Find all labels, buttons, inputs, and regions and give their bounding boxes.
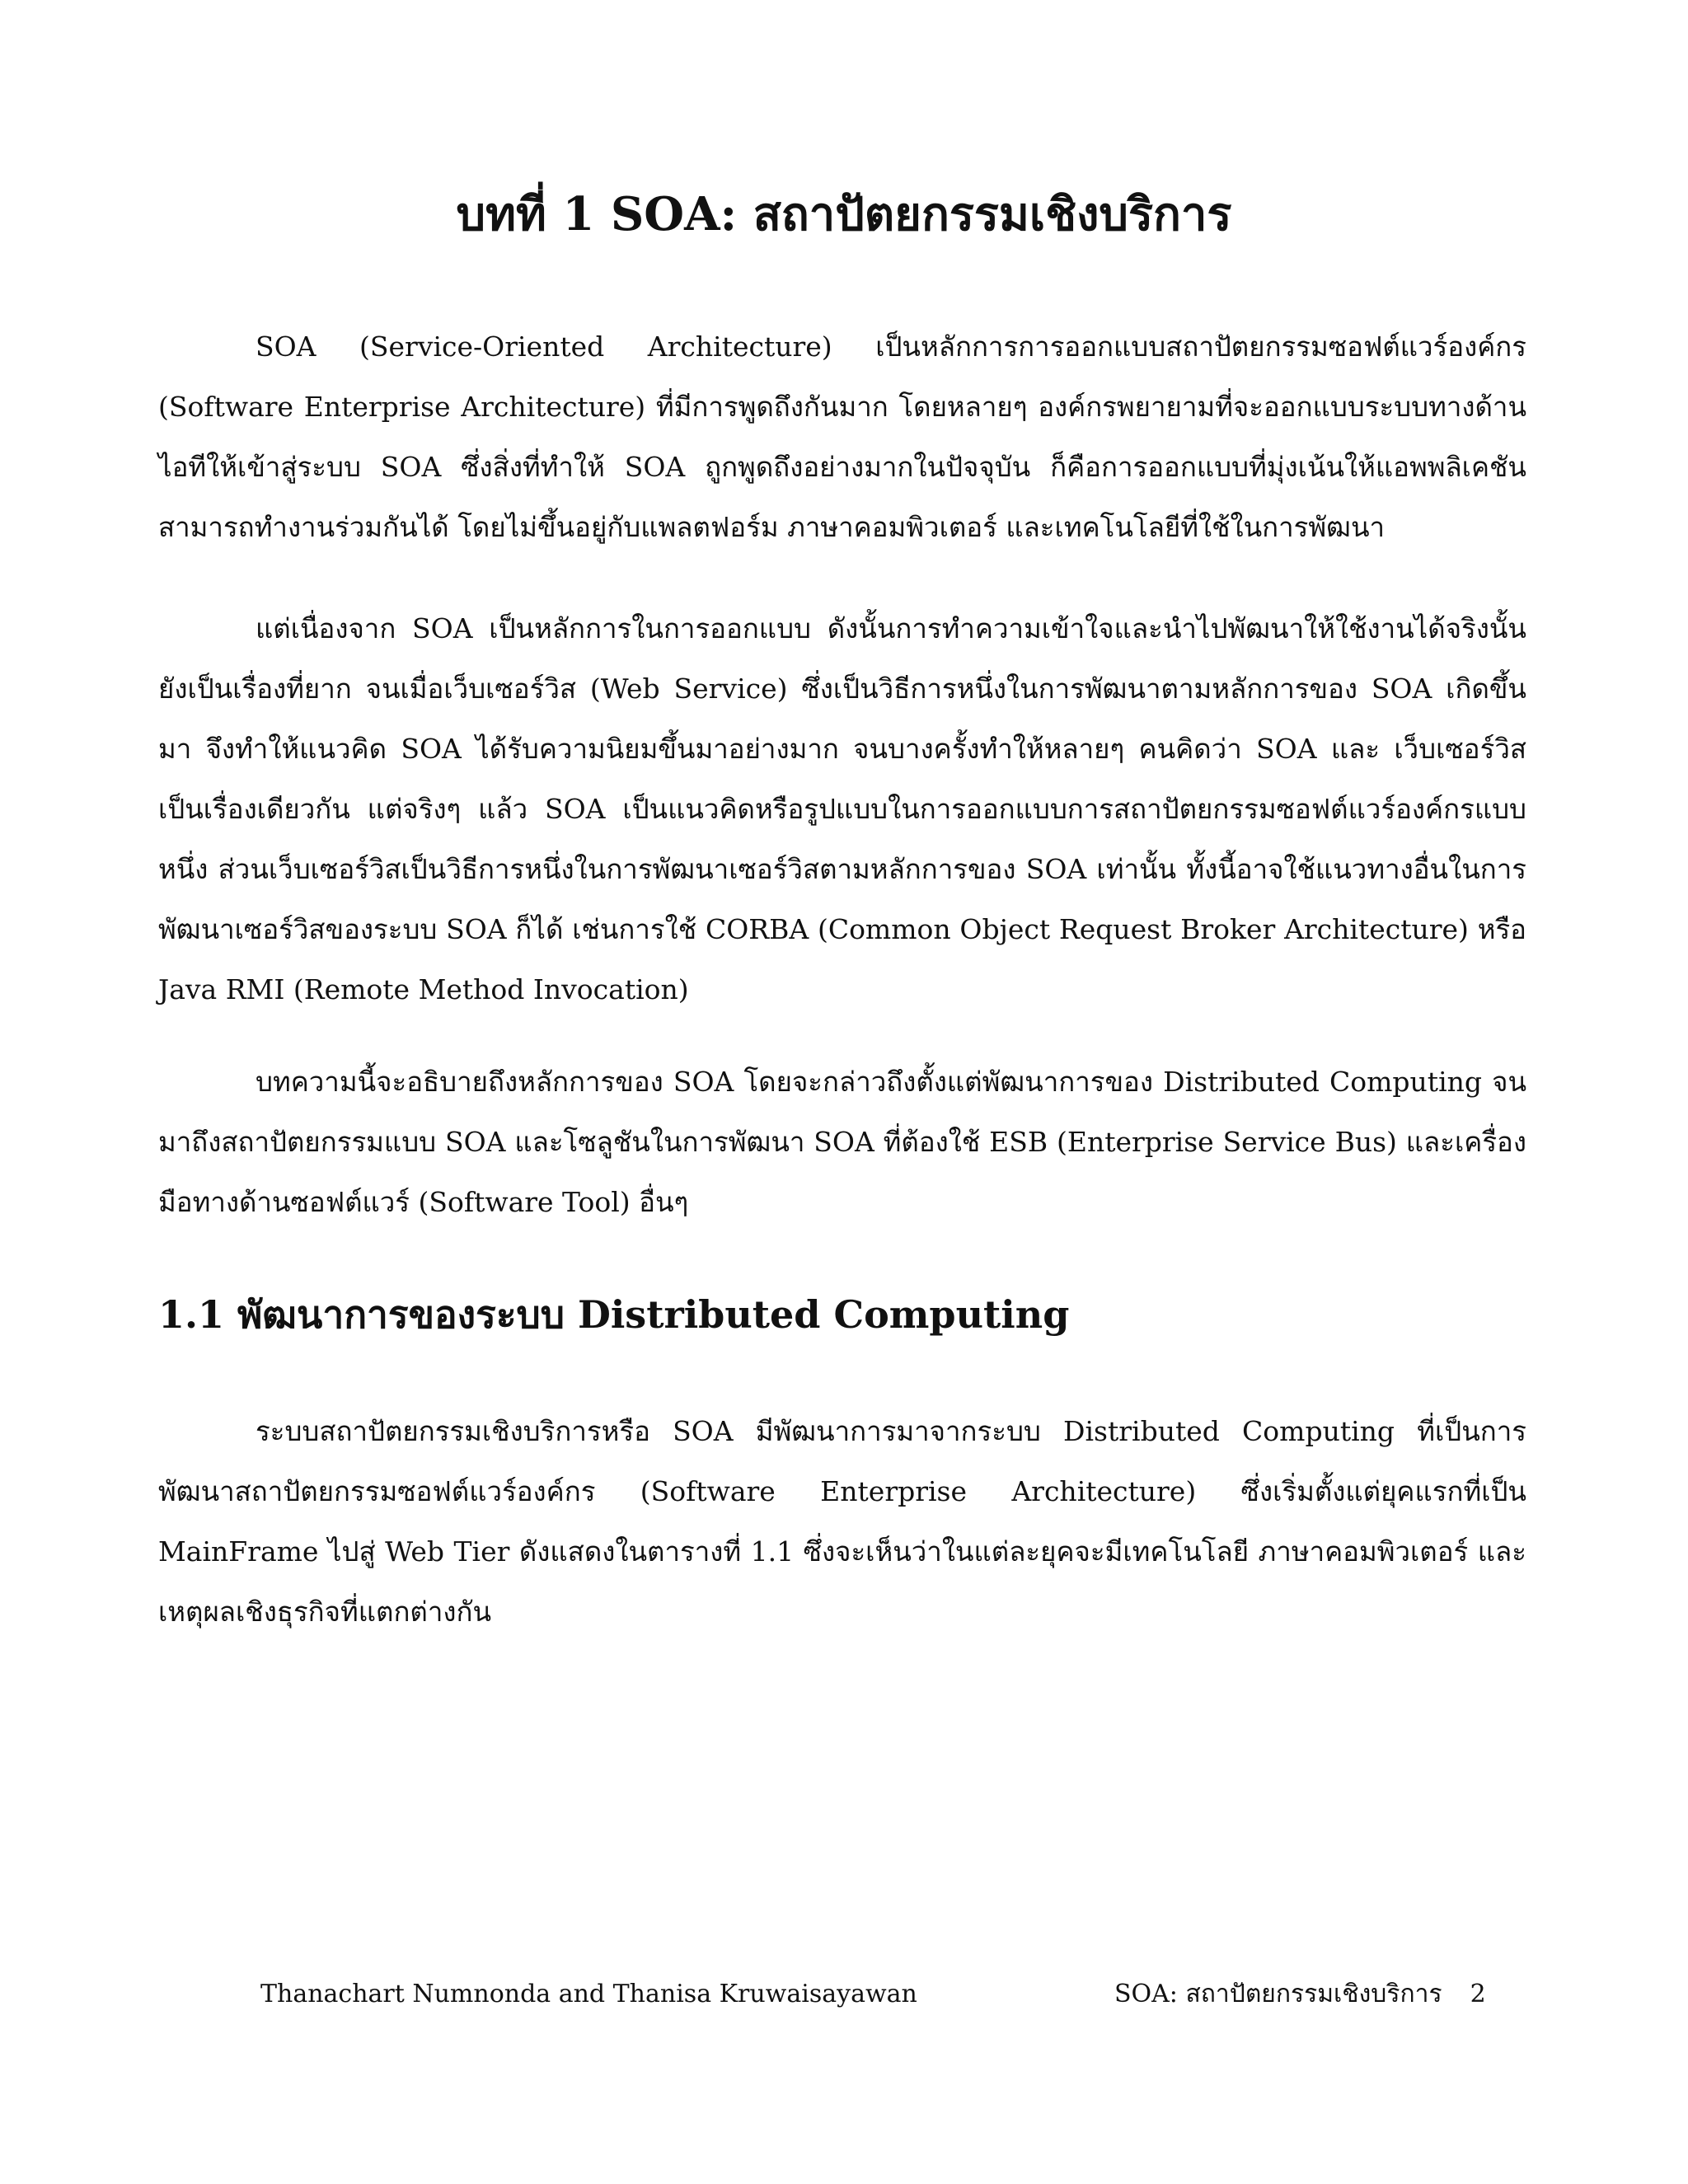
footer-running-title: SOA: สถาปัตยกรรมเชิงบริการ [1114, 1980, 1442, 2008]
footer-authors: Thanachart Numnonda and Thanisa Kruwaisayawan [260, 1980, 917, 2008]
chapter-title: บทที่ 1 SOA: สถาปัตยกรรมเชิงบริการ [456, 187, 1232, 241]
page-number: 2 [1470, 1980, 1486, 2008]
paragraph-article-scope: บทความนี้จะอธิบายถึงหลักการของ SOA โดยจะกล่าวถึงตั้งแต่พัฒนาการของ Distributed Computing จนมาถึงสถาปัตยกรรมแบบ SOA และโซลูชันในการพัฒนา SOA ที่ต้องใช้ ESB (Enterprise Service Bus) และเครื่องมือทางด้านซอฟต์แวร์ (Software Tool) อื่นๆ [158, 1066, 1526, 1218]
paragraph-distributed-computing: ระบบสถาปัตยกรรมเชิงบริการหรือ SOA มีพัฒนาการมาจากระบบ Distributed Computing ที่เป็นการพัฒนาสถาปัตยกรรมซอฟต์แวร์องค์กร (Software Enterprise Architecture) ซึ่งเริ่มตั้งแต่ยุคแรกที่เป็น MainFrame ไปสู่ Web Tier ดังแสดงในตารางที่ 1.1 ซึ่งจะเห็นว่าในแต่ละยุคจะมีเทคโนโลยี ภาษาคอมพิวเตอร์ และเหตุผลเชิงธุรกิจที่แตกต่างกัน [158, 1415, 1526, 1628]
section-heading: 1.1 พัฒนาการของระบบ Distributed Computing [158, 1292, 1070, 1337]
paragraph-intro: SOA (Service-Oriented Architecture) เป็นหลักการการออกแบบสถาปัตยกรรมซอฟต์แวร์องค์กร (Software Enterprise Architecture) ที่มีการพูดถึงกันมาก โดยหลายๆ องค์กรพยายามที่จะออกแบบระบบทางด้านไอทีให้เข้าสู่ระบบ SOA ซึ่งสิ่งที่ทำให้ SOA ถูกพูดถึงอย่างมากในปัจจุบัน ก็คือการออกแบบที่มุ่งเน้นให้แอพพลิเคชันสามารถทำงานร่วมกันได้ โดยไม่ขึ้นอยู่กับแพลตฟอร์ม ภาษาคอมพิวเตอร์ และเทคโนโลยีที่ใช้ในการพัฒนา [158, 330, 1526, 543]
footer-running-title-group [1114, 1978, 1486, 2011]
paragraph-web-service: แต่เนื่องจาก SOA เป็นหลักการในการออกแบบ ดังนั้นการทำความเข้าใจและนำไปพัฒนาให้ใช้งานได้จริงนั้นยังเป็นเรื่องที่ยาก จนเมื่อเว็บเซอร์วิส (Web Service) ซึ่งเป็นวิธีการหนึ่งในการพัฒนาตามหลักการของ SOA เกิดขึ้นมา จึงทำให้แนวคิด SOA ได้รับความนิยมขึ้นมาอย่างมาก จนบางครั้งทำให้หลายๆ คนคิดว่า SOA และ เว็บเซอร์วิสเป็นเรื่องเดียวกัน แต่จริงๆ แล้ว SOA เป็นแนวคิดหรือรูปแบบในการออกแบบการสถาปัตยกรรมซอฟต์แวร์องค์กรแบบหนึ่ง ส่วนเว็บเซอร์วิสเป็นวิธีการหนึ่งในการพัฒนาเซอร์วิสตามหลักการของ SOA เท่านั้น ทั้งนี้อาจใช้แนวทางอื่นในการพัฒนาเซอร์วิสของระบบ SOA ก็ได้ เช่นการใช้ CORBA (Common Object Request Broker Architecture) หรือ Java RMI (Remote Method Invocation) [158, 612, 1526, 1005]
